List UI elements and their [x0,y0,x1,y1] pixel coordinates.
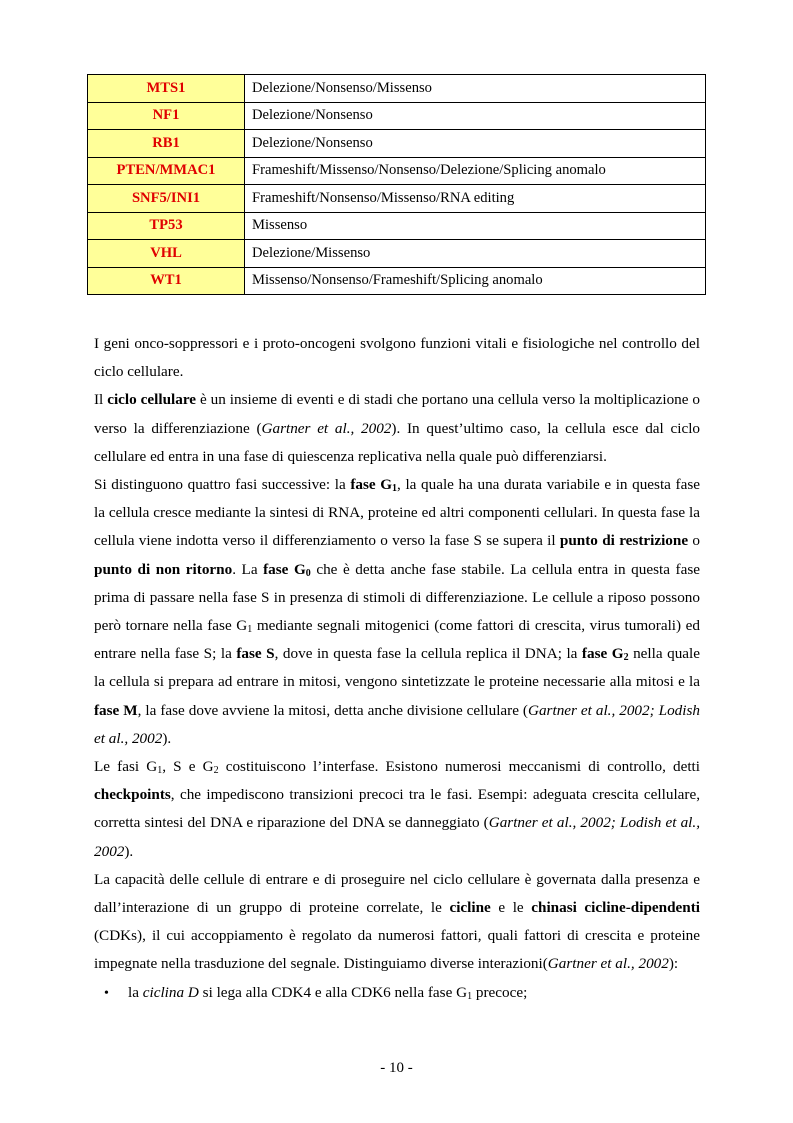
term-fase-s: fase S [236,645,275,663]
mutation-cell: Missenso/Nonsenso/Frameshift/Splicing anomalo [245,267,706,295]
term-checkpoints: checkpoints [94,786,171,804]
mutation-cell: Delezione/Nonsenso/Missenso [245,75,706,103]
term-fase-g0: fase $G_0$ [263,560,311,579]
gene-cell: MTS1 [88,75,245,103]
paragraph-ciclo-cellulare: Il ciclo cellulare è un insieme di eventi e di stadi che portano una cellula verso la moltiplicazione o verso la differenziazione (Gartner et al., 2002). In quest’ultimo caso, la cellula esce dal ciclo cellulare ed entra in una fase di quiescenza replicativa nella quale può differenziarsi. [94,391,701,465]
citation: Gartner et al., 2002 [261,419,392,437]
mutation-cell: Delezione/Missenso [245,240,706,268]
paragraph-interfase: Le fasi $G_1$, S e $G_2$ costituiscono l’interfase. Esistono numerosi meccanismi di controllo, detti checkpoints, che impediscono transizioni precoci tra le fasi. Esempi: adeguata crescita cellulare, corretta sintesi del DNA e riparazione del DNA se danneggiato (Gartner et al., 2002; Lodish et al., 2002). [94,758,700,860]
term-fase-m: fase M [94,701,138,719]
mutation-cell: Delezione/Nonsenso [245,130,706,158]
gene-cell: PTEN/MMAC1 [88,157,245,185]
gene-cell: RB1 [88,130,245,158]
gene-cell: TP53 [88,212,245,240]
term-punto-non-ritorno: punto di non ritorno [94,560,233,578]
table-row [88,267,706,295]
term-fase-g1: fase $G_1$ [350,476,398,495]
citation: Gartner et al., 2002; Lodish et al., 2002 [94,814,700,860]
table-row [88,157,706,185]
citation: Gartner et al., 2002 [547,955,669,973]
table-row [88,185,706,213]
gene-mutation-table [87,74,706,295]
table-row [88,212,706,240]
list-item-text: la ciclina D si lega alla CDK4 e alla CDK6 nella fase $G_1$ precoce; [128,983,528,1002]
mutation-cell: Delezione/Nonsenso [245,102,706,130]
table-row [88,130,706,158]
mutation-cell: Frameshift/Nonsenso/Missenso/RNA editing [245,185,706,213]
bullet-icon: • [104,985,109,1001]
table-row [88,102,706,130]
gene-table-body [88,75,706,295]
term-cicline: cicline [449,899,491,917]
table-row [88,75,706,103]
paragraph-cicline: La capacità delle cellule di entrare e di proseguire nel ciclo cellulare è governata dalla presenza e dall’interazione di un gruppo di proteine correlate, le cicline e le chinasi cicline-dipendenti (CDKs), il cui accoppiamento è regolato da numerosi fattori, quali fattori di crescita e proteine impegnate nella trasduzione del segnale. Distinguiamo diverse interazioni(Gartner et al., 2002): [94,870,701,973]
gene-cell: NF1 [88,102,245,130]
paragraph-fasi: Si distinguono quattro fasi successive: la fase $G_1$, la quale ha una durata variabile e in questa fase la cellula cresce mediante la sintesi di RNA, proteine ed altri componenti cellulari. In questa fase la cellula viene indotta verso il differenziamento o verso la fase S se supera il punto di restrizione o punto di non ritorno. La fase $G_0$ che è detta anche fase stabile. La cellula entra in questa fase prima di passare nella fase S in presenza di stimoli di differenziazione. Le cellule a riposo possono però tornare nella fase $G_1$ mediante segnali mitogenici (come fattori di crescita, virus tumorali) ed entrare nella fase S; la fase S, dove in questa fase la cellula replica il DNA; la fase $G_2$ nella quale la cellula si prepara ad entrare in mitosi, vengono sintetizzate le proteine necessarie alla mitosi e la fase M, la fase dove avviene la mitosi, detta anche divisione cellulare (Gartner et al., 2002; Lodish et al., 2002). [94,476,701,747]
body-text [94,330,700,1008]
list-item [104,979,700,1008]
term-chinasi: chinasi cicline-dipendenti [531,899,701,917]
gene-cell: SNF5/INI1 [88,185,245,213]
page-number: - 10 - [380,1060,413,1076]
paragraph-intro: I geni onco-soppressori e i proto-oncogeni svolgono funzioni vitali e fisiologiche nel controllo del ciclo cellulare. [94,335,700,381]
term-ciclina-d: ciclina D [142,983,199,1001]
mutation-cell: Missenso [245,212,706,240]
term-fase-g2: fase $G_2$ [581,645,629,664]
table-row [88,240,706,268]
citation: Gartner et al., 2002; Lodish et al., 2002 [94,701,700,747]
gene-cell: VHL [88,240,245,268]
term-punto-restrizione: punto di restrizione [559,532,689,550]
gene-cell: WT1 [88,267,245,295]
term-ciclo-cellulare: ciclo cellulare [107,391,197,409]
mutation-cell: Frameshift/Missenso/Nonsenso/Delezione/Splicing anomalo [245,157,706,185]
